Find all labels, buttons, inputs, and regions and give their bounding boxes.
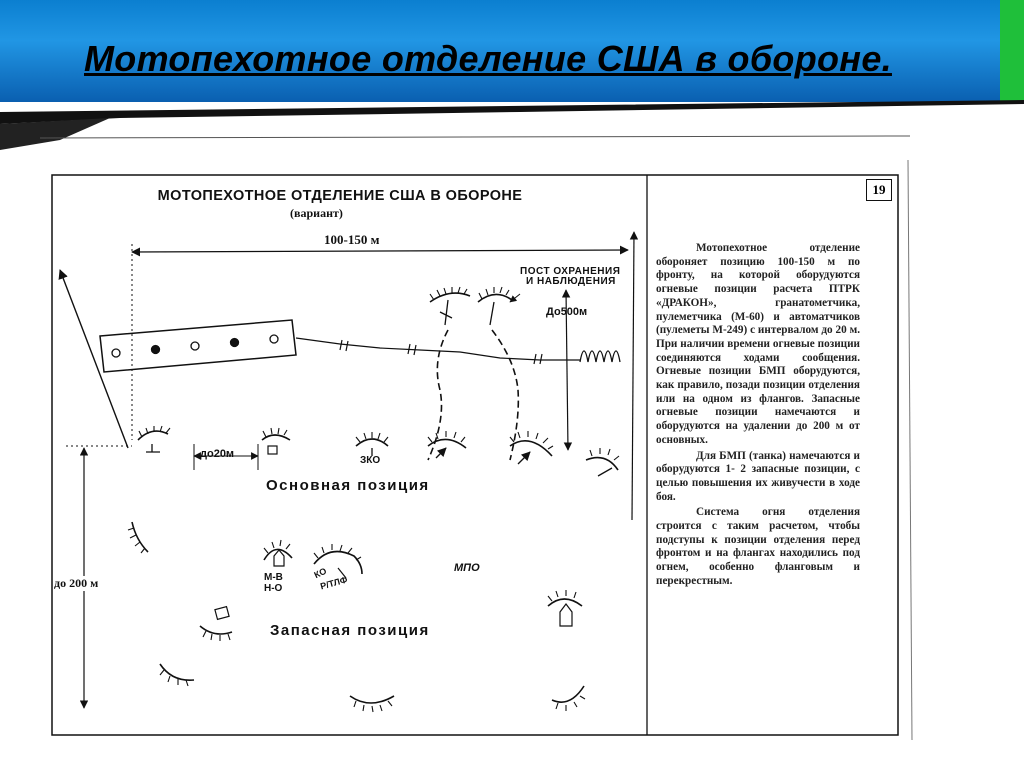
m60-label-line2: Н-О <box>264 583 283 594</box>
depth-label: до 200 м <box>54 576 99 590</box>
right-flank-arrow <box>632 232 634 520</box>
reserve-positions <box>132 522 584 703</box>
diagram-title: МОТОПЕХОТНОЕ ОТДЕЛЕНИЕ США В ОБОРОНЕ <box>157 188 523 204</box>
diagram-subtitle: (вариант) <box>290 206 343 220</box>
interval-label: до20м <box>200 448 235 460</box>
outpost-trenches <box>430 293 512 302</box>
slide-title: Мотопехотное отделение США в обороне. <box>84 38 892 79</box>
minefield-strip <box>100 320 296 372</box>
comm-trench-2 <box>492 330 518 460</box>
outpost-label-line2: И НАБЛЮДЕНИЯ <box>526 276 616 287</box>
side-text-paragraph-2: Для БМП (танка) намечаются и оборудуются 1- 2 запасные позиции, с целью повышения их живучести в ходе боя. <box>656 449 860 503</box>
front-width-label: 100-150 м <box>324 232 380 247</box>
mine-open <box>191 342 199 350</box>
mine-open <box>112 349 120 357</box>
side-text-paragraph-1: Мотопехотное отделение обороняет позицию 100-150 м по фронту, на которой оборудуются огневые позиции расчета ПТРК «ДРАКОН», гранатометчика, пулеметчика (М-60) и автоматчиков (пулеметы М-249) с интервалом до 20 м. При наличии времени огневые позиции соединяются ходами сообщения. Огневые позиции БМП оборудуются, как правило, позади позиции отделения или на одном из флангов. Запасные огневые позиции намечаются и оборудуются на удалении до 200 м от основных. <box>656 242 860 446</box>
outpost-label-line1: ПОСТ ОХРАНЕНИЯ <box>520 266 621 277</box>
ko-label: КО <box>312 565 329 581</box>
mine-open <box>270 335 278 343</box>
side-text <box>656 242 860 591</box>
mine-filled <box>152 346 160 354</box>
rtlf-label: Р/ТЛФ <box>319 574 349 592</box>
minefield-mines <box>112 335 278 357</box>
zko-label: ЗКО <box>360 455 381 466</box>
forward-distance-label: До500м <box>546 306 588 318</box>
mine-filled <box>231 339 239 347</box>
page-number: 19 <box>866 179 892 201</box>
left-fire-arrow <box>60 270 128 448</box>
m60-label-line1: М-В <box>264 572 283 583</box>
mpo-label: МПО <box>454 562 480 574</box>
side-text-paragraph-3: Система огня отделения строится с таким расчетом, чтобы подступы к позиции отделения перед фронтом и на флангах находились под огнем, особенно фланговым и перекрестным. <box>656 506 860 587</box>
main-position-label: Основная позиция <box>266 477 430 494</box>
concertina-wire <box>580 351 620 362</box>
reserve-position-label: Запасная позиция <box>270 622 430 639</box>
scan-shadow <box>0 100 1024 124</box>
front-width-arrow <box>132 250 628 252</box>
